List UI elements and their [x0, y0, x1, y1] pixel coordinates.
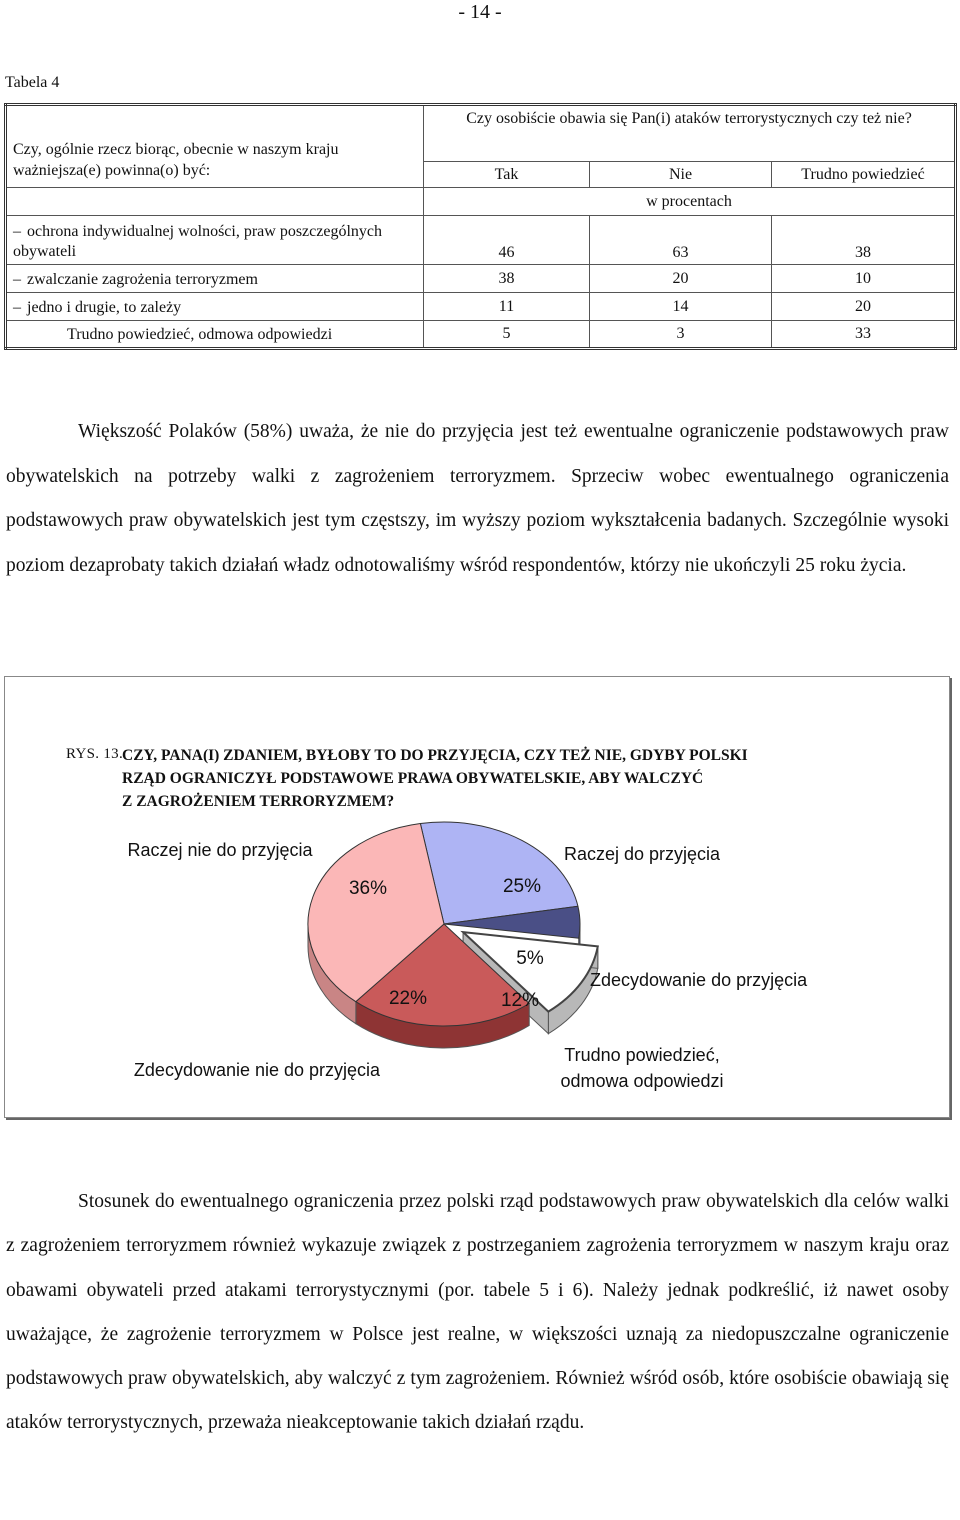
column-header: Tak: [424, 162, 590, 188]
data-label: 36%: [348, 878, 388, 899]
question-header: Czy osobiście obawia się Pan(i) ataków terrorystycznych czy też nie?: [424, 105, 956, 162]
page-number: - 14 -: [458, 1, 502, 23]
legend-label: Raczej do przyjęcia: [564, 844, 721, 864]
pie-slice-1: [420, 822, 578, 924]
table-caption: Tabela 4: [5, 74, 60, 91]
table-row-label: Trudno powiedzieć, odmowa odpowiedzi: [6, 321, 424, 349]
table-cell: 38: [772, 216, 956, 265]
figure-label: RYS. 13.: [66, 746, 124, 762]
legend-label: odmowa odpowiedzi: [560, 1071, 724, 1091]
table-row-label: – jedno i drugie, to zależy: [6, 293, 424, 321]
table-cell: 33: [772, 321, 956, 349]
pie-tops: [308, 822, 598, 1026]
data-label: 25%: [502, 876, 542, 897]
table-cell: 10: [772, 265, 956, 293]
table-cell: 46: [424, 216, 590, 265]
legend-label: Trudno powiedzieć,: [564, 1045, 720, 1065]
legend-label: Zdecydowanie do przyjęcia: [590, 970, 808, 990]
table-cell: 14: [590, 293, 772, 321]
table-cell: 63: [590, 216, 772, 265]
column-header: Nie: [590, 162, 772, 188]
table-cell: 20: [590, 265, 772, 293]
data-label: 22%: [388, 988, 428, 1009]
paragraph-2: Stosunek do ewentualnego ograniczenia przez polski rząd podstawowych praw obywatelskich dla celów walki z zagrożeniem terroryzmem również wykazuje związek z postrzeganiem zagrożenia terroryzmem w naszym kraju oraz obawami obywateli przed atakami terrorystycznymi (por. tabele 5 i 6). Należy jednak podkreślić, iż nawet osoby uważające, że zagrożenie terroryzmem w Polsce jest realne, w większości uznają za niedopuszczalne ograniczenie podstawowych praw obywatelskich, aby walczyć z tym zagrożeniem. Również wśród osób, które osobiście obawiają się ataków terrorystycznych, przeważa nieakceptowanie takich działań rządu.: [6, 1191, 949, 1434]
legend-label: Zdecydowanie nie do przyjęcia: [133, 1060, 381, 1080]
table-cell: 3: [590, 321, 772, 349]
column-header: Trudno powiedzieć: [772, 162, 956, 188]
row-header: Czy, ogólnie rzecz biorąc, obecnie w naszym kraju ważniejsza(e) powinna(o) być:: [6, 105, 424, 188]
table-cell: 20: [772, 293, 956, 321]
unit-header: w procentach: [424, 188, 956, 216]
table-cell: 5: [424, 321, 590, 349]
table-cell: 38: [424, 265, 590, 293]
figure-title: CZY, PANA(I) ZDANIEM, BYŁOBY TO DO PRZYJĘCIA, CZY TEŻ NIE, GDYBY POLSKI RZĄD OGRANICZYŁ PODSTAWOWE PRAWA OBYWATELSKIE, ABY WALCZYĆ Z ZAGROŻENIEM TERRORYZMEM?: [122, 747, 748, 810]
table-row-label: – ochrona indywidualnej wolności, praw poszczególnych obywateli: [6, 216, 424, 265]
paragraph-1: Większość Polaków (58%) uważa, że nie do przyjęcia jest też ewentualne ograniczenie podstawowych praw obywatelskich na potrzeby walki z zagrożeniem terroryzmem. Sprzeciw wobec ewentualnego ograniczenia podstawowych praw obywatelskich jest tym częstszy, im wyższy poziom wykształcenia badanych. Szczególnie wysoki poziom dezaprobaty takich działań władz odnotowaliśmy wśród respondentów, którzy nie ukończyli 25 roku życia.: [6, 421, 949, 576]
legend-label: Raczej nie do przyjęcia: [127, 840, 313, 860]
pie-chart: [4, 676, 948, 1116]
data-table: [4, 103, 957, 350]
data-label: 12%: [500, 990, 540, 1011]
table-cell: 11: [424, 293, 590, 321]
data-label: 5%: [516, 948, 544, 969]
table-row-label: – zwalczanie zagrożenia terroryzmem: [6, 265, 424, 293]
